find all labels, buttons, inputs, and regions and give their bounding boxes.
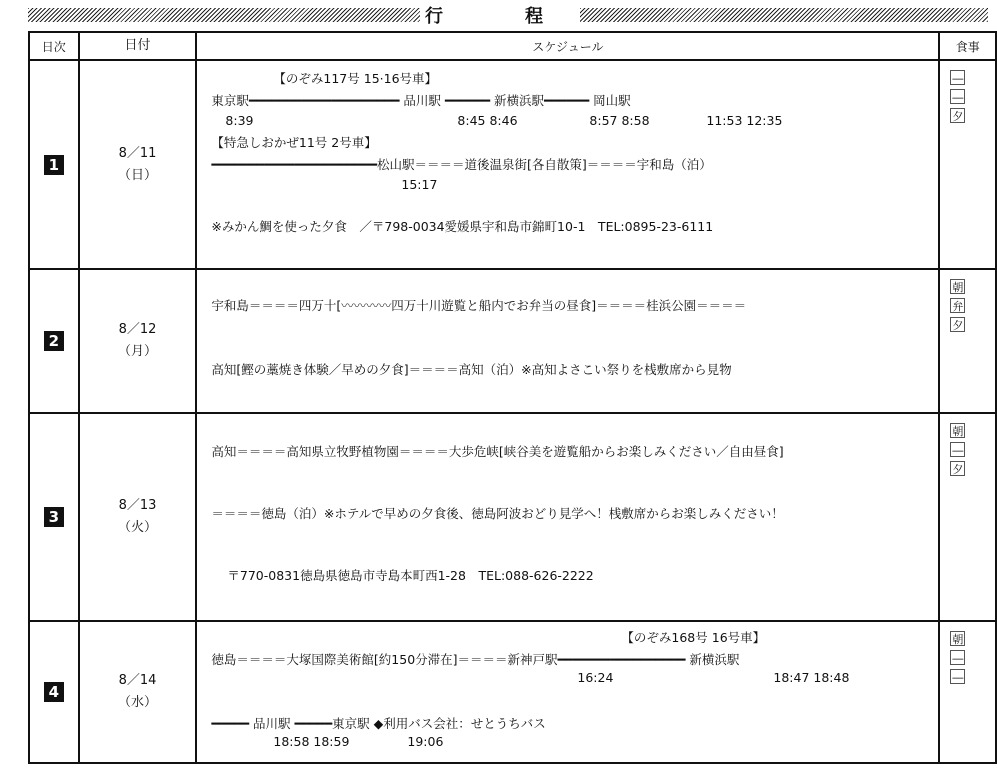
- schedule-line: 8:57 8:58: [589, 113, 650, 128]
- schedule-line: 11:53 12:35: [706, 113, 783, 128]
- schedule-line: 18:47 18:48: [773, 670, 850, 685]
- meal-badge: 夕: [952, 463, 964, 476]
- schedule-line: 徳島＝＝＝＝大塚国際美術館[約150分滞在]＝＝＝＝新神戸駅━━━━━━━━━━━━━━━━━ 新横浜駅: [211, 652, 740, 667]
- page-title: 行 程: [425, 6, 575, 27]
- day-row: [29, 621, 996, 763]
- schedule-line: ━━━━━ 品川駅 ━━━━━東京駅 ◆利用バス会社：せとうちバス: [211, 716, 546, 731]
- day-row: [29, 60, 996, 269]
- schedule-line: 8:45 8:46: [457, 113, 518, 128]
- schedule-cell: [196, 413, 939, 621]
- weekday: （月）: [117, 344, 157, 359]
- schedule-line: ＝＝＝＝徳島（泊）※ホテルで早めの夕食後、徳島阿波おどり見学へ！桟敷席からお楽しみください！: [211, 506, 784, 521]
- schedule-line: ━━━━━━━━━━━━━━━━━━━━━━松山駅＝＝＝＝道後温泉街[各自散策]＝＝＝＝宇和島（泊）: [211, 157, 712, 172]
- schedule-line: 【のぞみ168号 16号車】: [621, 630, 766, 645]
- day-number: 1: [44, 155, 64, 175]
- schedule-line: 高知[鰹の藁焼き体験／早めの夕食]＝＝＝＝高知（泊）※高知よさこい祭りを桟敷席から見物: [211, 362, 732, 377]
- weekday: （火）: [117, 520, 157, 535]
- meal-badge: ―: [952, 91, 964, 104]
- meal-badge: ―: [952, 72, 964, 85]
- day-number: 3: [44, 507, 64, 527]
- title-hatch-left: [28, 8, 420, 22]
- meal-badge: 夕: [952, 110, 964, 123]
- meal-cell: [939, 413, 996, 621]
- meal-cell: [939, 269, 996, 413]
- meal-badge: 朝: [952, 281, 964, 294]
- schedule-line: 宇和島＝＝＝＝四万十[〰〰〰〰四万十川遊覧と船内でお弁当の昼食]＝＝＝＝桂浜公園＝＝＝＝: [211, 298, 747, 313]
- header-day: 日次: [29, 32, 79, 60]
- day-row: [29, 413, 996, 621]
- schedule-line: 【のぞみ117号 15·16号車】: [273, 71, 438, 86]
- date: 8／11: [118, 145, 157, 161]
- title-hatch-right: [580, 8, 988, 22]
- schedule-line: ※みかん鯛を使った夕食 ／〒798-0034愛媛県宇和島市錦町10-1 TEL:0895-23-6111: [211, 219, 714, 234]
- schedule-line: 19:06: [407, 734, 444, 749]
- schedule-line: 高知＝＝＝＝高知県立牧野植物園＝＝＝＝大歩危峡[峡谷美を遊覧船からお楽しみください／自由昼食]: [211, 444, 784, 459]
- date: 8／13: [118, 498, 157, 513]
- header-meal: 食事: [939, 32, 996, 60]
- schedule-line: 15:17: [401, 177, 438, 192]
- schedule-line: 16:24: [577, 670, 614, 685]
- header-date: 日付: [79, 32, 197, 60]
- schedule-line: 〒770-0831徳島県徳島市寺島本町西1-28 TEL:088-626-2222: [227, 568, 594, 583]
- header-row: [29, 32, 996, 60]
- schedule-line: 東京駅━━━━━━━━━━━━━━━━━━━━ 品川駅 ━━━━━━ 新横浜駅━━━━━━ 岡山駅: [211, 93, 631, 108]
- header-schedule: スケジュール: [196, 32, 939, 60]
- meal-cell: [939, 621, 996, 763]
- meal-badge: ―: [952, 444, 964, 457]
- weekday: （水）: [117, 695, 157, 710]
- schedule-cell: [196, 60, 939, 269]
- weekday: （日）: [117, 167, 157, 183]
- meal-badge: ―: [952, 652, 964, 665]
- schedule-line: 【特急しおかぜ11号 2号車】: [211, 135, 377, 150]
- schedule-line: 18:58 18:59: [273, 734, 350, 749]
- date: 8／12: [118, 322, 157, 337]
- meal-badge: 朝: [952, 633, 964, 646]
- day-row: [29, 269, 996, 413]
- meal-cell: [939, 60, 996, 269]
- meal-badge: ―: [952, 671, 964, 684]
- schedule-cell: [196, 621, 939, 763]
- meal-badge: 夕: [952, 319, 964, 332]
- day-number: 4: [44, 682, 64, 702]
- itinerary-table: [28, 31, 997, 764]
- schedule-cell: [196, 269, 939, 413]
- meal-badge: 朝: [952, 425, 964, 438]
- date: 8／14: [118, 673, 157, 688]
- meal-badge: 弁: [952, 300, 964, 313]
- schedule-line: 8:39: [225, 113, 254, 128]
- day-number: 2: [44, 331, 64, 351]
